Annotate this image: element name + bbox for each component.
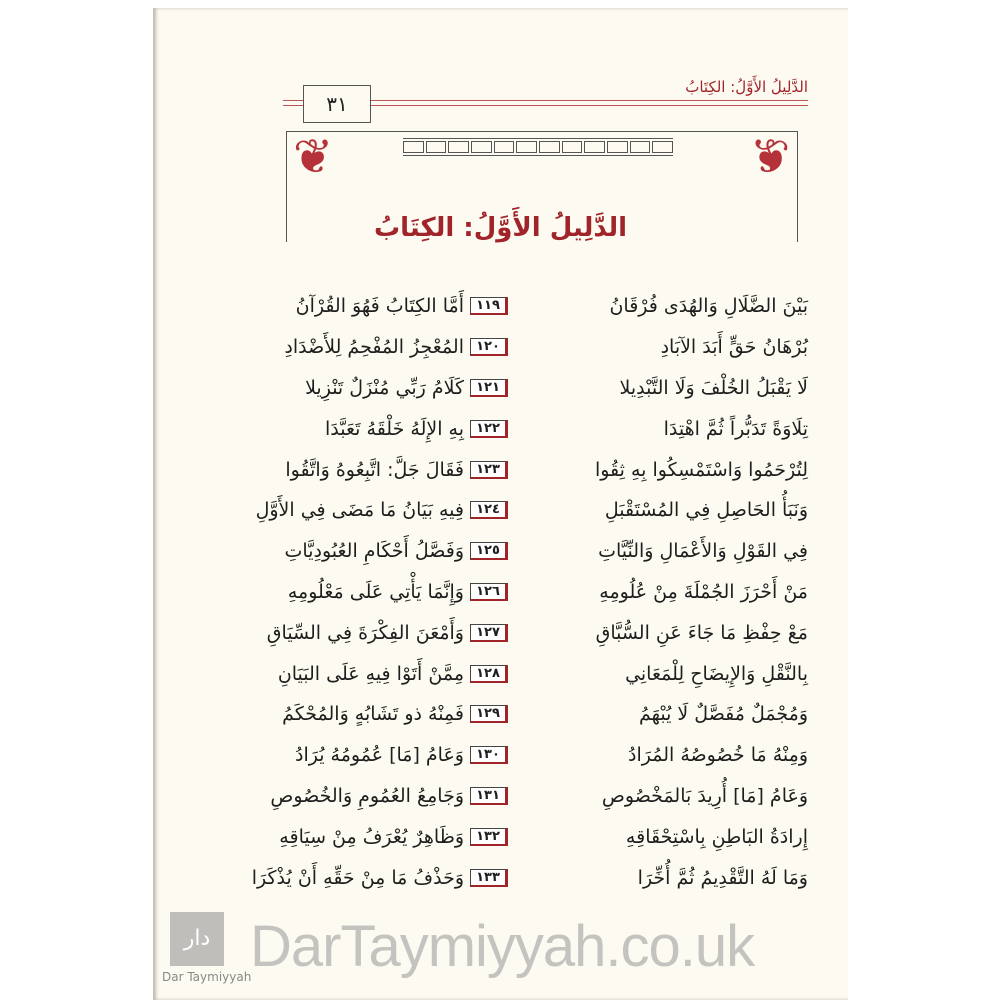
second-hemistich: وَنَبَأُ الحَاصِلِ فِي المُسْتَقْبَلِ xyxy=(604,499,808,522)
first-hemistich: وَظَاهِرٌ يُعْرَفُ مِنْ سِيَاقِهِ xyxy=(279,825,464,848)
second-hemistich: تِلَاوَةً تَدَبُّراً ثُمَّ اهْتِدَا xyxy=(663,417,808,440)
second-hemistich: مَنْ أَحْرَزَ الجُمْلَةَ مِنْ عُلُومِهِ xyxy=(599,580,808,603)
verse-line xyxy=(203,286,823,327)
chapter-title: الدَّلِيلُ الأَوَّلُ: الكِتَابُ xyxy=(373,213,628,243)
header-rule-left xyxy=(283,100,305,106)
watermark-url: DarTaymiyyah.co.uk xyxy=(250,914,755,979)
verse-line xyxy=(203,816,823,857)
first-hemistich-group xyxy=(203,867,508,889)
running-title: الدَّلِيلُ الأَوَّلُ: الكِتَابُ xyxy=(685,78,808,96)
verse-line xyxy=(203,408,823,449)
first-hemistich: فَقَالَ جَلَّ: اتَّبِعُوهُ وَاتَّقُوا xyxy=(285,458,464,481)
verse-line xyxy=(203,694,823,735)
second-hemistich: بَيْنَ الضَّلَالِ وَالهُدَى فُرْقَانُ xyxy=(609,295,808,318)
watermark-logo: دار xyxy=(170,912,224,966)
second-hemistich: وَمُجْمَلٌ مُفَصَّلٌ لَا يُبْهَمُ xyxy=(638,703,808,726)
second-hemistich: وَعَامُ [مَا] أُرِيدَ بَالمَخْصُوصِ xyxy=(601,784,808,807)
verse-line xyxy=(203,572,823,613)
first-hemistich: المُعْجِزُ المُفْحِمُ لِلأَضْدَادِ xyxy=(284,336,464,359)
first-hemistich: فَمِنْهُ ذو تَشَابُهٍ وَالمُحْكَمُ xyxy=(282,703,464,726)
verse-line xyxy=(203,490,823,531)
first-hemistich: كَلَامُ رَبِّي مُنْزَلٌ تَنْزِيلا xyxy=(305,376,464,399)
second-hemistich: لِتُرْحَمُوا وَاسْتَمْسِكُوا بِهِ ثِقُوا xyxy=(594,458,808,481)
second-hemistich: وَمَا لَهُ التَّقْدِيمُ ثُمَّ أُخِّرَا xyxy=(637,866,808,889)
second-hemistich: إِرادَةُ البَاطِنِ بِاسْتِحْقَاقِهِ xyxy=(625,825,808,848)
verse-line xyxy=(203,612,823,653)
verse-number: ١٣٢ xyxy=(470,828,508,846)
first-hemistich: وَفَصَّلُ أَحْكَامِ العُبُودِيَّاتِ xyxy=(284,540,464,563)
first-hemistich: وَإِنَّمَا يَأْتِي عَلَى مَعْلُومِهِ xyxy=(287,580,464,603)
first-hemistich-group xyxy=(203,744,508,766)
verse-number: ١٢٣ xyxy=(470,461,508,479)
first-hemistich-group xyxy=(203,499,508,521)
first-hemistich-group xyxy=(203,295,508,317)
verse-number: ١٢٩ xyxy=(470,705,508,723)
first-hemistich: وَحَذْفُ مَا مِنْ حَقِّهِ أَنْ يُذْكَرَا xyxy=(251,866,464,889)
verse-number: ١٣٣ xyxy=(470,869,508,887)
first-hemistich: أَمَّا الكِتَابُ فَهُوَ القُرْآنُ xyxy=(295,295,464,318)
header-rule xyxy=(303,100,808,106)
first-hemistich-group xyxy=(203,540,508,562)
second-hemistich: وَمِنْهُ مَا خُصُوصُهُ المُرَادُ xyxy=(628,744,808,767)
verse-line xyxy=(203,531,823,572)
floral-corner-ornament-icon: ❦ xyxy=(749,129,790,185)
first-hemistich-group xyxy=(203,663,508,685)
verse-number: ١٢٢ xyxy=(470,420,508,438)
first-hemistich: وَجَامِعُ العُمُومِ وَالخُصُوصِ xyxy=(270,784,464,807)
second-hemistich: بِالنَّقْلِ وَالإِيضَاحِ لِلْمَعَانِي xyxy=(625,662,808,685)
floral-corner-ornament-icon: ❦ xyxy=(293,129,334,185)
verse-number: ١٣١ xyxy=(470,787,508,805)
first-hemistich-group xyxy=(203,418,508,440)
verse-number: ١١٩ xyxy=(470,297,508,315)
verse-line xyxy=(203,368,823,409)
verse-line xyxy=(203,857,823,898)
first-hemistich-group xyxy=(203,826,508,848)
first-hemistich-group xyxy=(203,377,508,399)
first-hemistich-group xyxy=(203,622,508,644)
verse-line xyxy=(203,735,823,776)
first-hemistich-group xyxy=(203,703,508,725)
first-hemistich: وَأَمْعَنَ الفِكْرَةَ فِي السِّيَاقِ xyxy=(266,621,464,644)
verse-number: ١٣٠ xyxy=(470,746,508,764)
book-page xyxy=(153,8,848,1000)
verse-line xyxy=(203,653,823,694)
verse-number: ١٢١ xyxy=(470,379,508,397)
verse-number: ١٢٨ xyxy=(470,665,508,683)
first-hemistich: وَعَامُ [مَا] عُمُومُهُ يُرَادُ xyxy=(295,744,464,767)
second-hemistich: مَعْ حِفْظِ مَا جَاءَ عَنِ السُّبَّاقِ xyxy=(595,621,808,644)
first-hemistich-group xyxy=(203,336,508,358)
verse-list xyxy=(203,286,823,898)
ornamental-bar xyxy=(403,138,673,156)
first-hemistich: فِيهِ بَيَانُ مَا مَضَى فِي الأَوَّلِ xyxy=(255,499,464,522)
verse-number: ١٢٥ xyxy=(470,542,508,560)
second-hemistich: لَا يَقْبَلُ الخُلْفَ وَلَا التَّبْدِيلا xyxy=(619,376,808,399)
verse-number: ١٢٦ xyxy=(470,583,508,601)
page-number: ٣١ xyxy=(303,85,371,123)
verse-number: ١٢٠ xyxy=(470,338,508,356)
first-hemistich-group xyxy=(203,459,508,481)
second-hemistich: فِي القَوْلِ وَالأَعْمَالِ وَالنِّيَّاتِ xyxy=(598,540,808,563)
verse-line xyxy=(203,776,823,817)
first-hemistich: مِمَّنْ أَتَوْا فِيهِ عَلَى البَيَانِ xyxy=(277,662,464,685)
verse-line xyxy=(203,449,823,490)
verse-line xyxy=(203,327,823,368)
verse-number: ١٢٧ xyxy=(470,624,508,642)
first-hemistich: بِهِ الإِلَهُ خَلْقَهُ تَعَبَّدَا xyxy=(325,417,464,440)
first-hemistich-group xyxy=(203,785,508,807)
verse-number: ١٢٤ xyxy=(470,501,508,519)
second-hemistich: بُرْهَانُ حَقٍّ أَبَدَ الآبَادِ xyxy=(660,336,808,359)
first-hemistich-group xyxy=(203,581,508,603)
watermark-caption: Dar Taymiyyah xyxy=(162,970,252,984)
